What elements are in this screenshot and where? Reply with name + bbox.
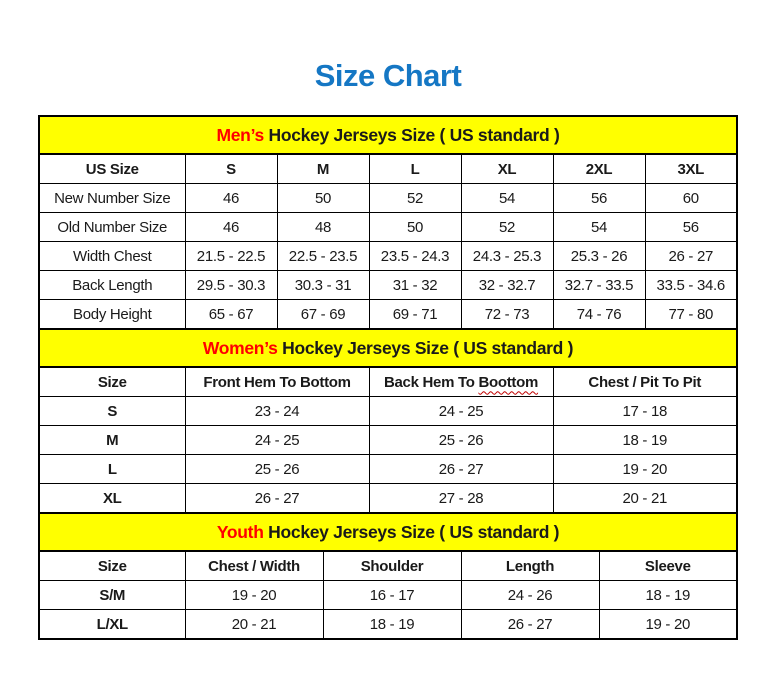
column-header: Size (39, 551, 185, 581)
column-header: Chest / Width (185, 551, 323, 581)
column-header: Sleeve (599, 551, 737, 581)
womens-section-banner (39, 329, 737, 367)
youth-banner-highlight: Youth (216, 521, 264, 542)
size-cell: 21.5 - 22.5 (185, 242, 277, 271)
size-cell: 33.5 - 34.6 (645, 271, 737, 300)
column-header: 3XL (645, 154, 737, 184)
size-cell: 16 - 17 (323, 581, 461, 610)
mens-section-banner (39, 116, 737, 154)
size-cell: 74 - 76 (553, 300, 645, 330)
youth-section-banner (39, 513, 737, 551)
size-cell: 46 (185, 184, 277, 213)
size-cell: 32 - 32.7 (461, 271, 553, 300)
mens-banner-rest: Hockey Jerseys Size ( US standard ) (268, 124, 560, 145)
size-cell: 26 - 27 (369, 455, 553, 484)
size-cell: 30.3 - 31 (277, 271, 369, 300)
size-cell: 27 - 28 (369, 484, 553, 514)
size-cell: 20 - 21 (553, 484, 737, 514)
size-cell: 18 - 19 (553, 426, 737, 455)
row-label: Back Length (39, 271, 185, 300)
table-row (39, 581, 737, 610)
mens-banner-text (39, 116, 737, 154)
size-cell: 72 - 73 (461, 300, 553, 330)
youth-header-row (39, 551, 737, 581)
row-label: S (39, 397, 185, 426)
mens-banner-highlight: Men’s (216, 124, 264, 145)
size-cell: 19 - 20 (553, 455, 737, 484)
column-header: 2XL (553, 154, 645, 184)
table-row (39, 455, 737, 484)
row-label: Old Number Size (39, 213, 185, 242)
size-cell: 48 (277, 213, 369, 242)
column-header: US Size (39, 154, 185, 184)
womens-banner-text (39, 329, 737, 367)
typo-word-spellcheck-squiggle: Boottom (478, 373, 539, 391)
size-cell: 24 - 25 (369, 397, 553, 426)
column-header: Chest / Pit To Pit (553, 367, 737, 397)
size-cell: 25.3 - 26 (553, 242, 645, 271)
size-cell: 77 - 80 (645, 300, 737, 330)
row-label: L (39, 455, 185, 484)
mens-header-row (39, 154, 737, 184)
row-label: M (39, 426, 185, 455)
table-row (39, 610, 737, 640)
size-cell: 24 - 25 (185, 426, 369, 455)
size-cell: 23.5 - 24.3 (369, 242, 461, 271)
table-row (39, 213, 737, 242)
size-cell: 56 (553, 184, 645, 213)
womens-banner-highlight: Women’s (202, 337, 278, 358)
womens-header-row (39, 367, 737, 397)
size-cell: 26 - 27 (645, 242, 737, 271)
size-cell: 65 - 67 (185, 300, 277, 330)
table-row (39, 484, 737, 514)
size-cell: 20 - 21 (185, 610, 323, 640)
size-cell: 24 - 26 (461, 581, 599, 610)
size-cell: 26 - 27 (185, 484, 369, 514)
size-cell: 31 - 32 (369, 271, 461, 300)
mens-size-table (38, 115, 738, 330)
size-cell: 17 - 18 (553, 397, 737, 426)
page-title: Size Chart (314, 58, 462, 93)
row-label: Body Height (39, 300, 185, 330)
size-cell: 46 (185, 213, 277, 242)
size-cell: 23 - 24 (185, 397, 369, 426)
size-cell: 52 (461, 213, 553, 242)
column-header: XL (461, 154, 553, 184)
size-cell: 69 - 71 (369, 300, 461, 330)
table-row (39, 300, 737, 330)
row-label: L/XL (39, 610, 185, 640)
youth-size-table (38, 512, 738, 640)
column-header: Size (39, 367, 185, 397)
size-chart-container (38, 115, 738, 640)
size-cell: 67 - 69 (277, 300, 369, 330)
size-cell: 32.7 - 33.5 (553, 271, 645, 300)
table-row (39, 397, 737, 426)
column-header: Front Hem To Bottom (185, 367, 369, 397)
size-cell: 18 - 19 (323, 610, 461, 640)
row-label: New Number Size (39, 184, 185, 213)
column-header: Length (461, 551, 599, 581)
size-cell: 18 - 19 (599, 581, 737, 610)
womens-size-table (38, 328, 738, 514)
size-cell: 22.5 - 23.5 (277, 242, 369, 271)
size-cell: 50 (277, 184, 369, 213)
size-cell: 56 (645, 213, 737, 242)
size-cell: 60 (645, 184, 737, 213)
womens-banner-rest: Hockey Jerseys Size ( US standard ) (282, 337, 574, 358)
size-cell: 26 - 27 (461, 610, 599, 640)
column-header: S (185, 154, 277, 184)
table-row (39, 426, 737, 455)
row-label: Width Chest (39, 242, 185, 271)
table-row (39, 242, 737, 271)
size-cell: 50 (369, 213, 461, 242)
youth-banner-text (39, 513, 737, 551)
column-header: M (277, 154, 369, 184)
table-row (39, 184, 737, 213)
table-row (39, 271, 737, 300)
size-cell: 25 - 26 (369, 426, 553, 455)
size-cell: 54 (461, 184, 553, 213)
size-cell: 19 - 20 (185, 581, 323, 610)
youth-banner-rest: Hockey Jerseys Size ( US standard ) (268, 521, 560, 542)
column-header: L (369, 154, 461, 184)
size-cell: 52 (369, 184, 461, 213)
size-cell: 29.5 - 30.3 (185, 271, 277, 300)
size-cell: 19 - 20 (599, 610, 737, 640)
typo-prefix: Back Hem To (383, 373, 475, 391)
column-header: Shoulder (323, 551, 461, 581)
column-header-with-typo (369, 367, 553, 397)
size-cell: 54 (553, 213, 645, 242)
size-cell: 24.3 - 25.3 (461, 242, 553, 271)
size-cell: 25 - 26 (185, 455, 369, 484)
row-label: S/M (39, 581, 185, 610)
row-label: XL (39, 484, 185, 514)
